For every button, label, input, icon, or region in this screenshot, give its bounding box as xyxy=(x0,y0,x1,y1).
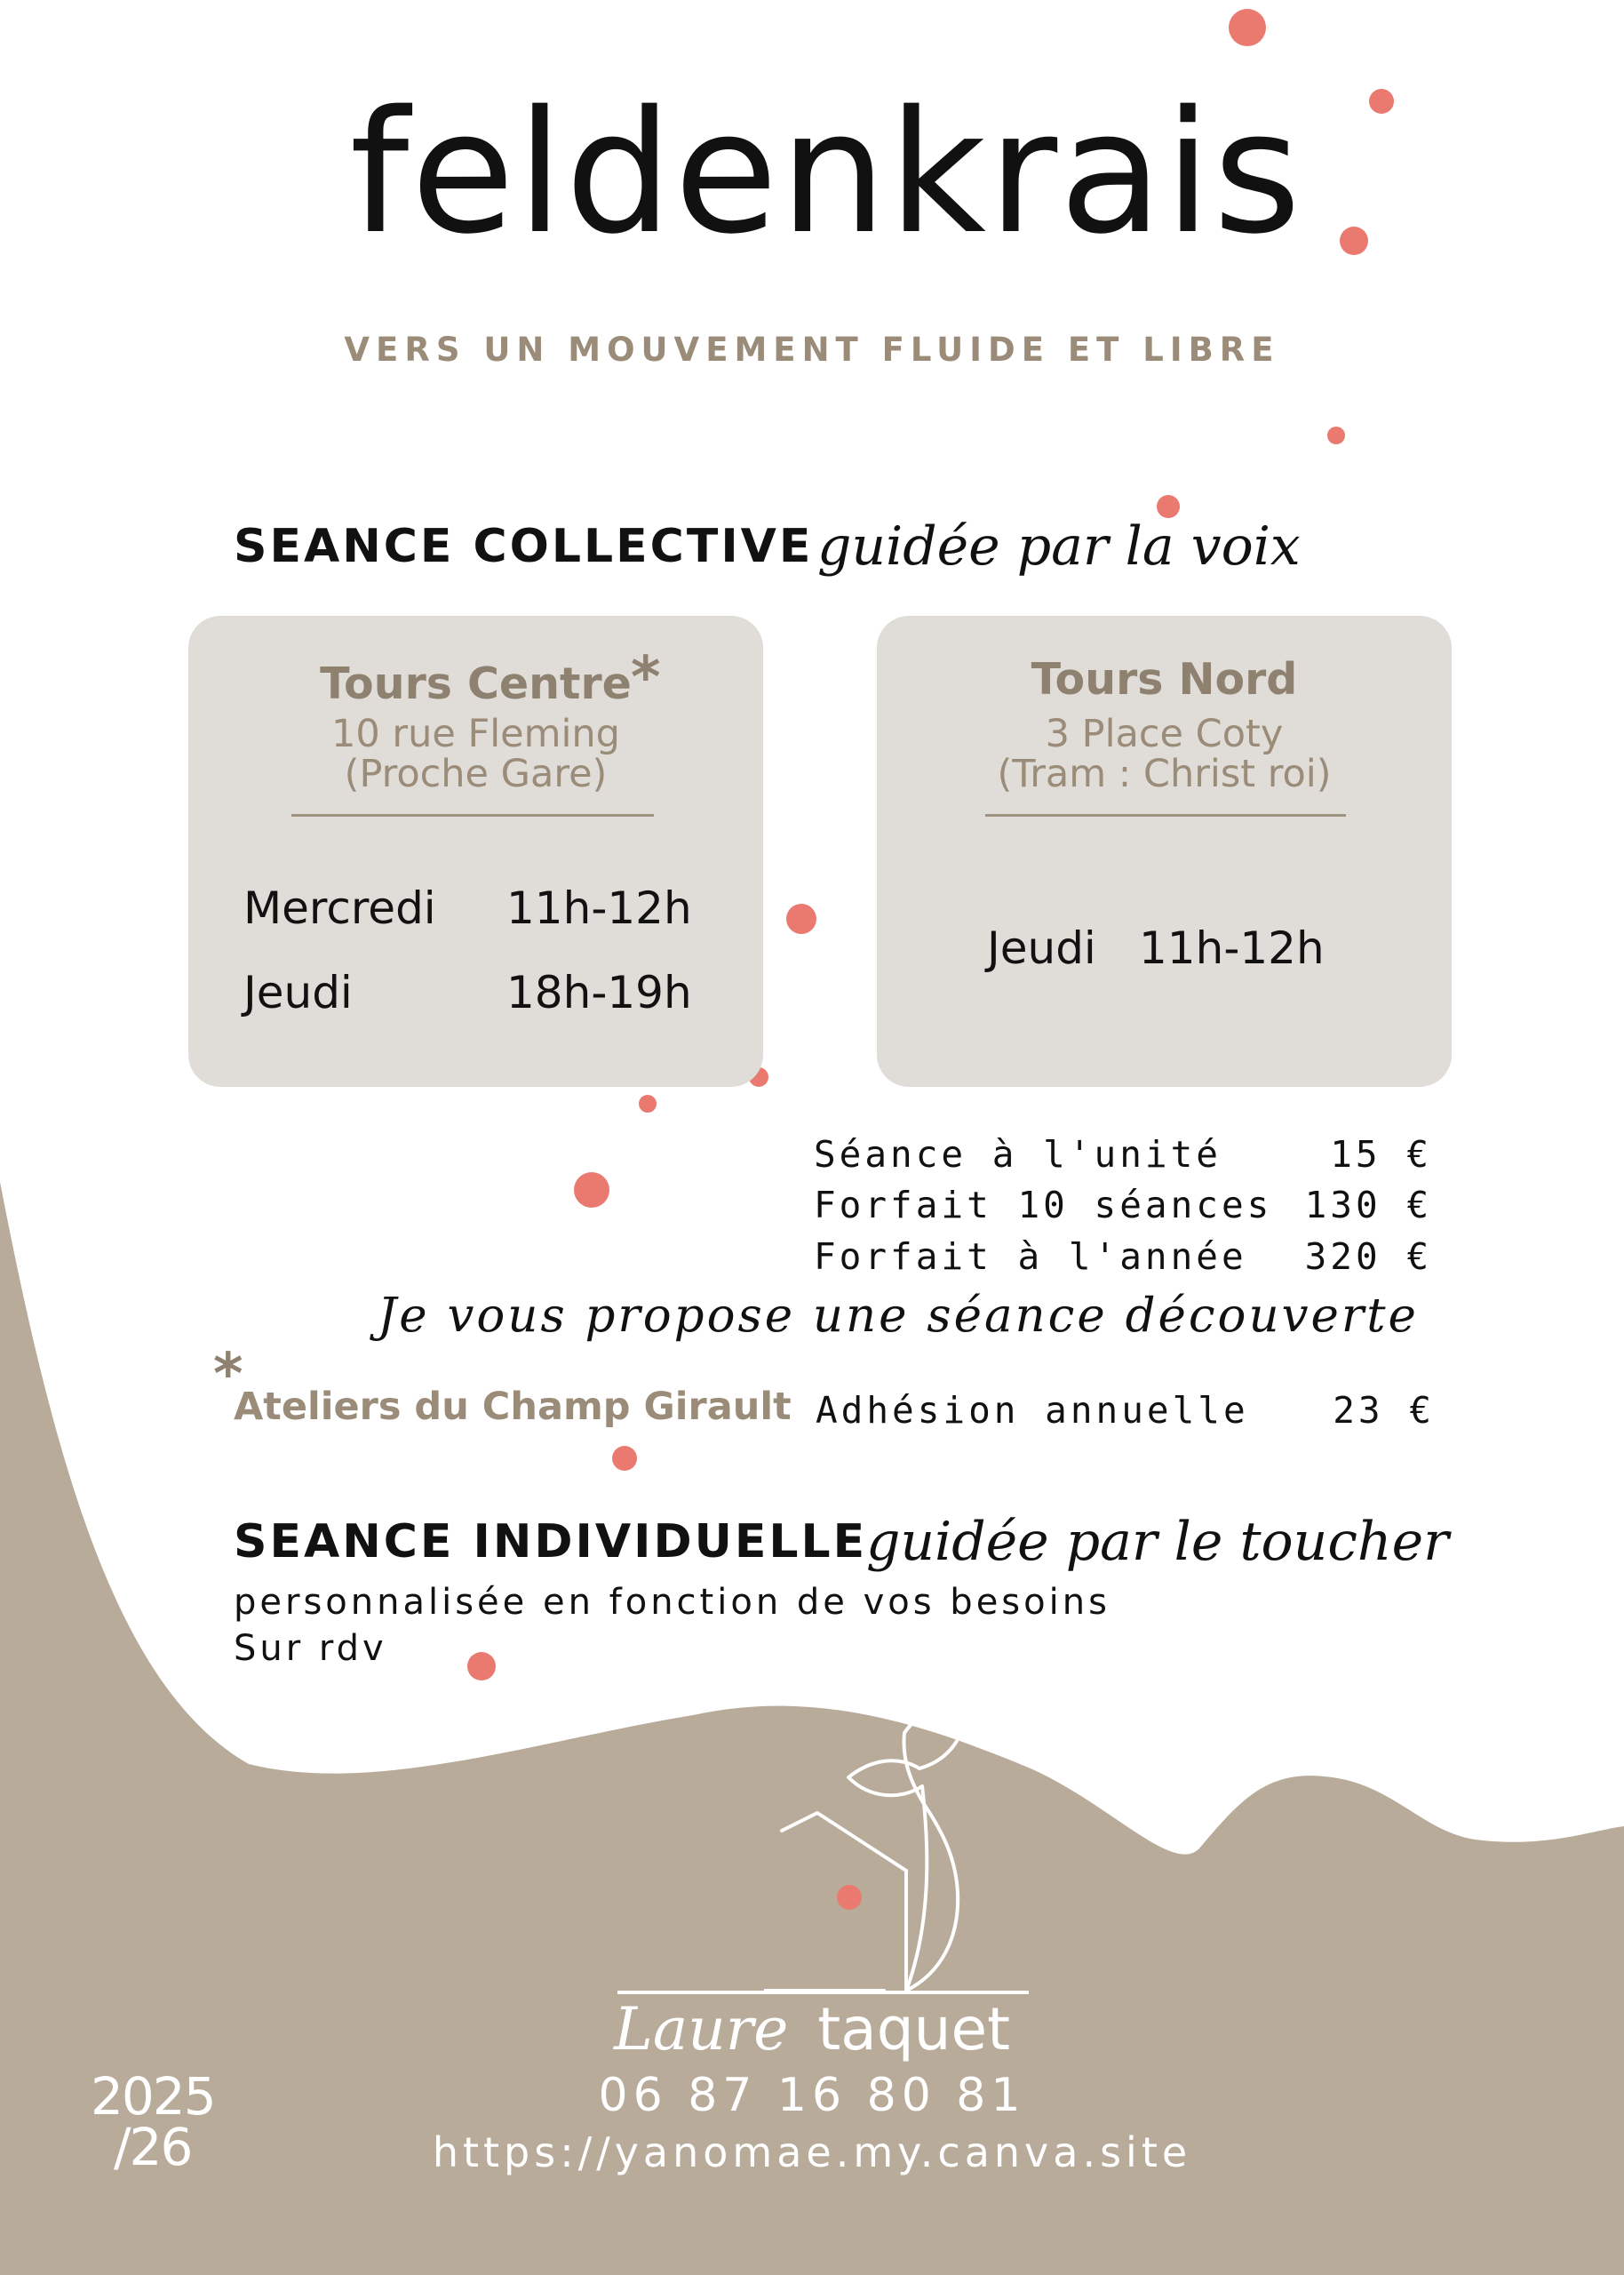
membership-amount: 23 € xyxy=(1333,1389,1435,1432)
individual-appointment: Sur rdv xyxy=(234,1628,387,1669)
house-plant-logo-icon xyxy=(764,1697,1048,2000)
price-label: Séance à l'unité xyxy=(814,1133,1222,1176)
decorative-dot xyxy=(1340,227,1368,255)
venue-card-nord xyxy=(877,616,1452,1087)
collective-subtitle: guidée par la voix xyxy=(817,515,1301,578)
price-label: Forfait 10 séances xyxy=(814,1184,1273,1226)
collective-heading: SEANCE COLLECTIVE xyxy=(234,520,814,573)
year-line2: /26 xyxy=(114,2117,192,2177)
price-label: Forfait à l'année xyxy=(814,1235,1247,1278)
atelier-note: Ateliers du Champ Girault xyxy=(234,1385,792,1429)
venue-address-line2: (Tram : Christ roi) xyxy=(997,752,1332,796)
individual-subtitle: guidée par le toucher xyxy=(866,1511,1449,1573)
decorative-dot xyxy=(467,1652,496,1680)
phone-number: 06 87 16 80 81 xyxy=(598,2069,1026,2122)
price-amount: 130 € xyxy=(1304,1184,1432,1226)
decorative-dot xyxy=(786,904,816,934)
asterisk-icon: * xyxy=(631,645,661,711)
schedule-time: 11h-12h xyxy=(1139,922,1325,974)
venue-address-line1: 10 rue Fleming xyxy=(331,712,620,756)
venue-card-centre xyxy=(188,616,763,1087)
signature-first-name: Laure xyxy=(614,1995,789,2063)
decorative-dot xyxy=(612,1446,637,1471)
venue-name: Tours Centre xyxy=(320,659,632,709)
signature xyxy=(0,1995,1624,2063)
venue-address-line2: (Proche Gare) xyxy=(344,752,608,796)
decorative-dot xyxy=(1369,89,1394,114)
decorative-dot xyxy=(639,1095,657,1113)
schedule-time: 11h-12h xyxy=(506,882,692,934)
signature-last-name: taquet xyxy=(817,1995,1010,2063)
venue-address-line1: 3 Place Coty xyxy=(1045,712,1284,756)
schedule-day: Jeudi xyxy=(987,922,1096,974)
page-title: feldenkrais xyxy=(349,75,1303,271)
individual-heading: SEANCE INDIVIDUELLE xyxy=(234,1515,868,1569)
individual-description: personnalisée en fonction de vos besoins xyxy=(234,1582,1111,1623)
year-line1: 2025 xyxy=(91,2066,215,2127)
discovery-offer: Je vous propose une séance découverte xyxy=(378,1289,1419,1343)
divider xyxy=(985,814,1346,817)
price-amount: 320 € xyxy=(1304,1235,1432,1278)
schedule-day: Mercredi xyxy=(243,882,436,934)
membership-label: Adhésion annuelle xyxy=(816,1389,1249,1432)
venue-name: Tours Nord xyxy=(1031,654,1298,705)
decorative-dot xyxy=(574,1172,609,1208)
logo-baseline xyxy=(617,1991,1029,1994)
divider xyxy=(291,814,654,817)
schedule-day: Jeudi xyxy=(243,967,353,1018)
tagline: VERS UN MOUVEMENT FLUIDE ET LIBRE xyxy=(344,331,1280,369)
schedule-time: 18h-19h xyxy=(506,967,692,1018)
website-link[interactable]: https://yanomae.my.canva.site xyxy=(432,2128,1192,2176)
decorative-dot xyxy=(1229,9,1266,46)
decorative-dot xyxy=(1327,427,1345,444)
price-amount: 15 € xyxy=(1330,1133,1432,1176)
asterisk-icon: * xyxy=(213,1342,243,1408)
